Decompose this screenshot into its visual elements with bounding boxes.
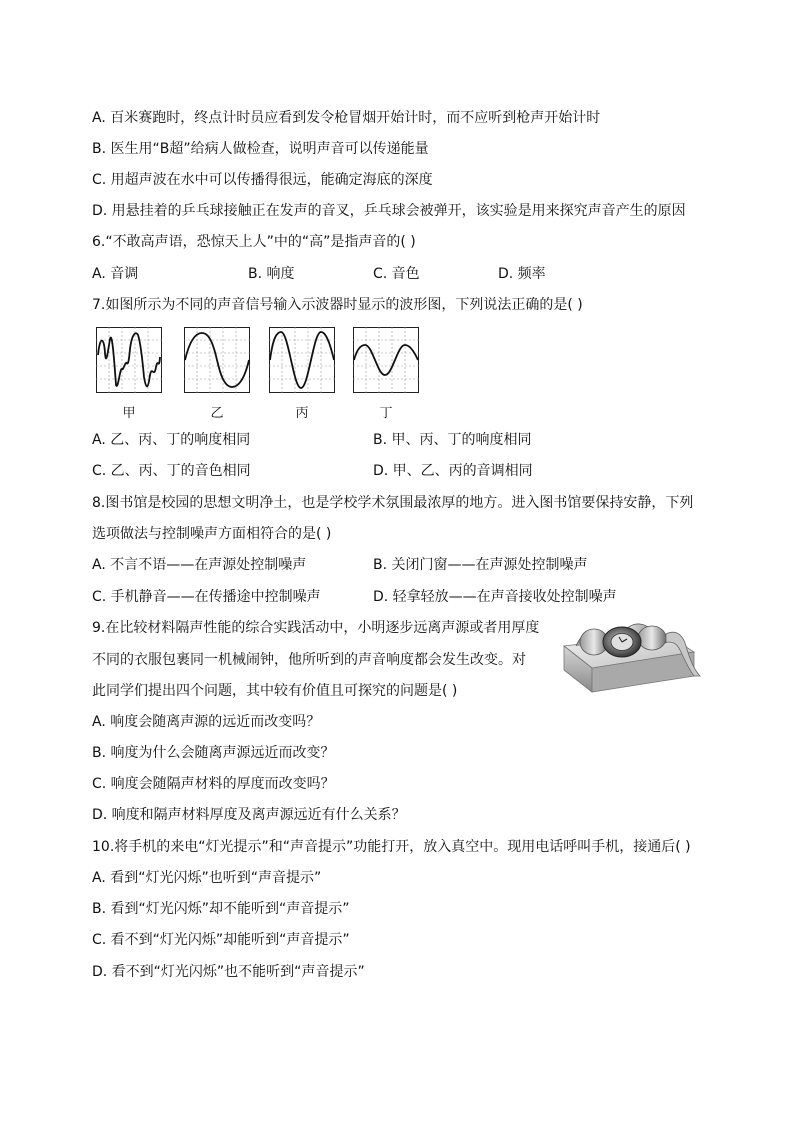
q5-option-c: C. 用超声波在水中可以传播得很远，能确定海底的深度: [92, 172, 433, 188]
q8-option-a: A. 不言不语——在声源处控制噪声: [92, 557, 307, 573]
q5-option-b: B. 医生用“B超”给病人做检查，说明声音可以传递能量: [92, 141, 429, 157]
q6-stem: 6.“不敢高声语，恐惊天上人”中的“高”是指声音的( ): [92, 234, 416, 250]
q10-option-b: B. 看到“灯光闪烁”却不能听到“声音提示”: [92, 901, 350, 917]
q9-option-b: B. 响度为什么会随离声源远近而改变？: [92, 745, 335, 761]
alarm-clock-in-box-illustration: [554, 612, 704, 700]
waveform-jia: [96, 327, 162, 393]
q5-option-d: D. 用悬挂着的乒乓球接触正在发声的音叉，乒乓球会被弹开，该实验是用来探究声音产生的原因: [92, 203, 686, 219]
q7-stem: 7.如图所示为不同的声音信号输入示波器时显示的波形图，下列说法正确的是( ): [92, 297, 583, 313]
q8-option-b: B. 关闭门窗——在声源处控制噪声: [373, 557, 588, 573]
waveform-label-bing: 丙: [295, 406, 309, 421]
q9-stem-line1: 9.在比较材料隔声性能的综合实践活动中，小明逐步远离声源或者用厚度: [92, 620, 540, 636]
q8-option-c: C. 手机静音——在传播途中控制噪声: [92, 589, 321, 605]
waveform-ding: [353, 327, 419, 393]
q10-option-c: C. 看不到“灯光闪烁”却能听到“声音提示”: [92, 932, 350, 948]
waveform-label-ding: 丁: [379, 406, 393, 421]
q10-option-a: A. 看到“灯光闪烁”也听到“声音提示”: [92, 870, 322, 886]
q9-option-d: D. 响度和隔声材料厚度及离声源远近有什么关系？: [92, 807, 406, 823]
q7-option-c: C. 乙、丙、丁的音色相同: [92, 463, 251, 479]
q10-stem: 10.将手机的来电“灯光提示”和“声音提示”功能打开，放入真空中。现用电话呼叫手机，接通后( ): [92, 839, 691, 855]
waveform-bing: [269, 327, 335, 393]
q7-option-d: D. 甲、乙、丙的音调相同: [373, 463, 533, 479]
q9-option-c: C. 响度会随隔声材料的厚度而改变吗？: [92, 776, 335, 792]
waveform-label-yi: 乙: [210, 406, 224, 421]
waveform-yi: [184, 327, 250, 393]
q8-stem-line1: 8.图书馆是校园的思想文明净土，也是学校学术氛围最浓厚的地方。进入图书馆要保持安静，下列: [92, 495, 694, 511]
q10-option-d: D. 看不到“灯光闪烁”也不能听到“声音提示”: [92, 964, 365, 980]
q5-option-a: A. 百米赛跑时，终点计时员应看到发令枪冒烟开始计时，而不应听到枪声开始计时: [92, 110, 601, 126]
q7-option-b: B. 甲、丙、丁的响度相同: [373, 432, 532, 448]
q9-option-a: A. 响度会随离声源的远近而改变吗？: [92, 714, 321, 730]
waveform-label-jia: 甲: [122, 406, 136, 421]
q6-option-d: D. 频率: [498, 266, 546, 282]
q9-stem-line2: 不同的衣服包裹同一机械闹钟，他所听到的声音响度都会发生改变。对: [92, 652, 526, 668]
q6-option-c: C. 音色: [373, 266, 420, 282]
q9-stem-line3: 此同学们提出四个问题，其中较有价值且可探究的问题是( ): [92, 683, 458, 699]
q8-stem-line2: 选项做法与控制噪声方面相符合的是( ): [92, 526, 332, 542]
q6-option-b: B. 响度: [248, 266, 295, 282]
q8-option-d: D. 轻拿轻放——在声音接收处控制噪声: [373, 589, 617, 605]
q7-option-a: A. 乙、丙、丁的响度相同: [92, 432, 251, 448]
q6-option-a: A. 音调: [92, 266, 139, 282]
